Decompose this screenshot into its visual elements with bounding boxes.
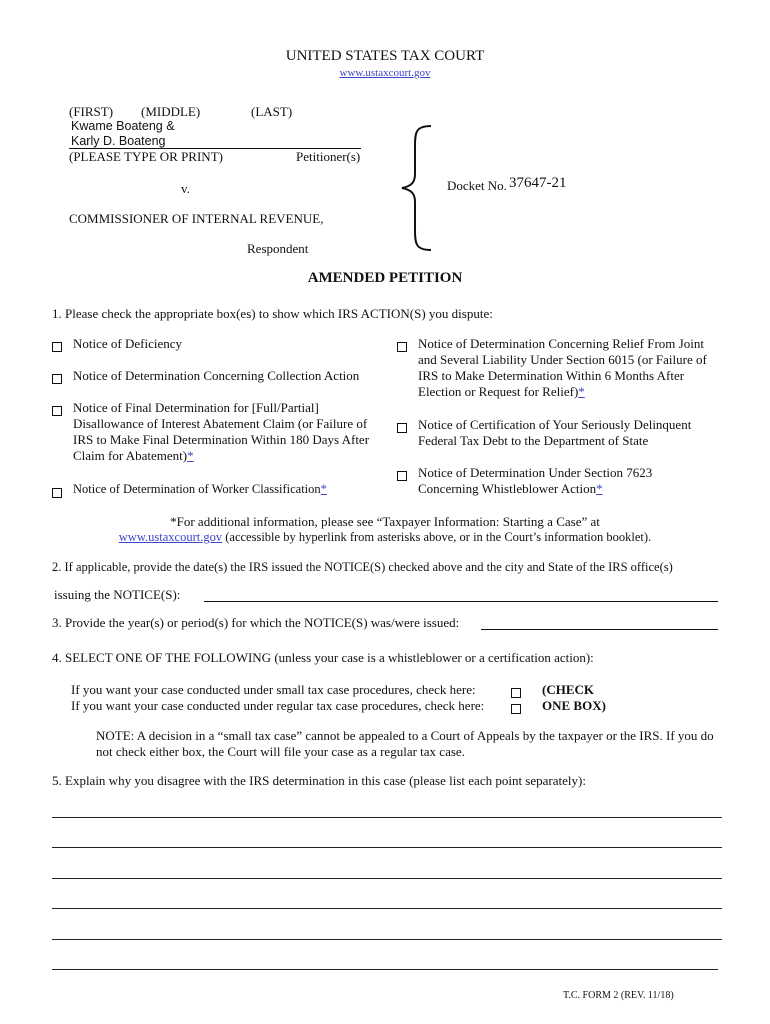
small-case-label: If you want your case conducted under small tax case procedures, check here:: [71, 682, 476, 697]
option-collection-action: Notice of Determination Concerning Collection Action: [73, 368, 360, 383]
question-2: 2. If applicable, provide the date(s) the IRS issued the NOTICE(S) checked above and the city and State of the IRS office(s): [52, 560, 673, 574]
checkbox-interest-abatement[interactable]: [52, 402, 62, 418]
checkbox-worker-classification[interactable]: [52, 484, 62, 500]
asterisk-link-interest[interactable]: *: [187, 448, 194, 463]
petitioner-name-line1[interactable]: Kwame Boateng &: [71, 119, 175, 133]
info-note-link[interactable]: www.ustaxcourt.gov: [118, 530, 223, 544]
option-interest-abatement: Notice of Final Determination for [Full/Partial] Disallowance of Interest Abatement Claim (or Failure of IRS to Make Final Determination Within 180 Days After Claim for Abatement)*: [73, 400, 370, 463]
question-3: 3. Provide the year(s) or period(s) for which the NOTICE(S) was/were issued:: [52, 615, 460, 630]
small-case-checkbox[interactable]: [511, 684, 521, 700]
explanation-line[interactable]: [52, 878, 722, 879]
explanation-line[interactable]: [52, 939, 722, 940]
middle-name-label: (MIDDLE): [141, 104, 201, 119]
last-name-label: (LAST): [251, 104, 293, 119]
question-5: 5. Explain why you disagree with the IRS determination in this case (please list each point separately):: [52, 773, 586, 788]
option-innocent-spouse: Notice of Determination Concerning Relief From Joint and Several Liability Under Section 6015 (or Failure of IRS to Make Determination Within 6 Months After Election or Request for Relief)*: [418, 336, 707, 399]
option-notice-deficiency: Notice of Deficiency: [73, 336, 183, 351]
checkbox-collection-action[interactable]: [52, 370, 62, 386]
petitioner-name-line2[interactable]: Karly D. Boateng: [71, 134, 166, 148]
question-4: 4. SELECT ONE OF THE FOLLOWING (unless your case is a whistleblower or a certification action):: [52, 650, 594, 665]
form-title: AMENDED PETITION: [307, 270, 463, 286]
docket-number[interactable]: 37647-21: [509, 175, 567, 191]
checkbox-whistleblower[interactable]: [397, 467, 407, 483]
question-1: 1. Please check the appropriate box(es) to show which IRS ACTION(S) you dispute:: [52, 306, 493, 321]
court-title: UNITED STATES TAX COURT: [285, 48, 485, 64]
form-number: T.C. FORM 2 (REV. 11/18): [563, 990, 674, 1001]
asterisk-link-worker[interactable]: *: [320, 482, 327, 496]
info-note-line2: www.ustaxcourt.gov (accessible by hyperlink from asterisks above, or in the Court’s information booklet).: [118, 530, 652, 544]
petitioners-label: Petitioner(s): [296, 149, 361, 164]
option-whistleblower: Notice of Determination Under Section 7623 Concerning Whistleblower Action*: [418, 465, 653, 496]
checkbox-passport-certification[interactable]: [397, 419, 407, 435]
check-one-box-line1: (CHECK: [542, 682, 594, 697]
explanation-line[interactable]: [52, 908, 722, 909]
checkbox-innocent-spouse[interactable]: [397, 338, 407, 354]
court-website-link[interactable]: www.ustaxcourt.gov: [339, 67, 431, 79]
asterisk-link-whistleblower[interactable]: *: [596, 481, 603, 496]
asterisk-link-relief[interactable]: *: [578, 384, 585, 399]
option-passport-certification: Notice of Certification of Your Seriously Delinquent Federal Tax Debt to the Department of State: [418, 417, 692, 448]
notice-dates-input-line[interactable]: [204, 601, 718, 602]
respondent-label: Respondent: [247, 241, 309, 256]
notice-years-input-line[interactable]: [481, 629, 718, 630]
option-worker-classification: Notice of Determination of Worker Classification*: [73, 482, 327, 496]
explanation-line[interactable]: [52, 817, 722, 818]
docket-label: Docket No.: [447, 178, 507, 193]
commissioner-label: COMMISSIONER OF INTERNAL REVENUE,: [69, 211, 324, 226]
explanation-line[interactable]: [52, 969, 718, 970]
check-one-box-line2: ONE BOX): [542, 698, 606, 713]
versus-label: v.: [181, 181, 190, 196]
checkbox-notice-deficiency[interactable]: [52, 338, 62, 354]
caption-brace: [398, 124, 434, 252]
question-2-continued: issuing the NOTICE(S):: [54, 587, 181, 602]
small-case-note: NOTE: A decision in a “small tax case” cannot be appealed to a Court of Appeals by the taxpayer or the IRS. If you do not check either box, the Court will file your case as a regular tax case.: [96, 728, 714, 759]
explanation-line[interactable]: [52, 847, 722, 848]
regular-case-label: If you want your case conducted under regular tax case procedures, check here:: [71, 698, 485, 713]
info-note-line1: *For additional information, please see “Taxpayer Information: Starting a Case” at: [170, 514, 600, 529]
type-or-print-label: (PLEASE TYPE OR PRINT): [69, 149, 223, 164]
regular-case-checkbox[interactable]: [511, 700, 521, 716]
first-name-label: (FIRST): [69, 104, 114, 119]
